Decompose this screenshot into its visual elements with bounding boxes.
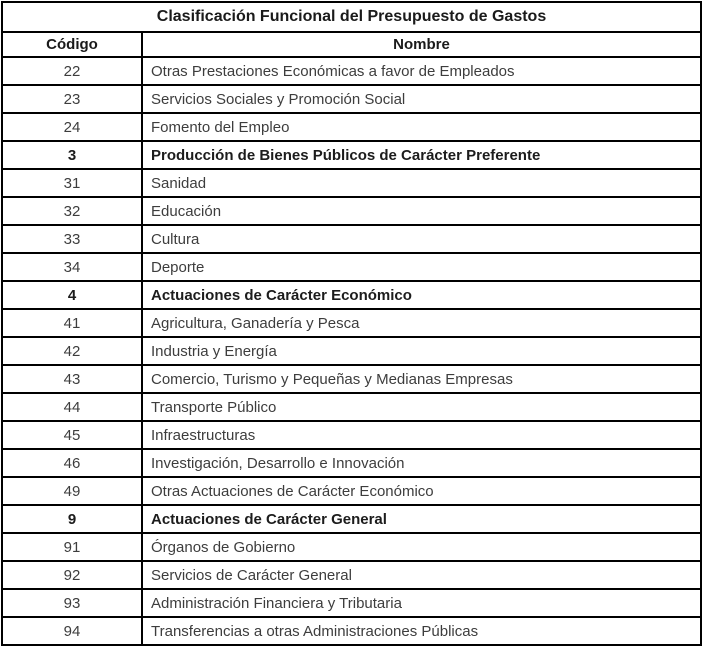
table-head (2, 2, 701, 57)
code-cell: 91 (2, 533, 142, 561)
code-cell: 31 (2, 169, 142, 197)
table-row (2, 589, 701, 617)
code-cell: 41 (2, 309, 142, 337)
name-cell: Comercio, Turismo y Pequeñas y Medianas Empresas (142, 365, 701, 393)
table-title: Clasificación Funcional del Presupuesto de Gastos (2, 2, 701, 32)
name-cell: Producción de Bienes Públicos de Carácter Preferente (142, 141, 701, 169)
name-cell: Investigación, Desarrollo e Innovación (142, 449, 701, 477)
table-row (2, 253, 701, 281)
code-cell: 93 (2, 589, 142, 617)
table-row (2, 113, 701, 141)
table-row (2, 393, 701, 421)
name-cell: Órganos de Gobierno (142, 533, 701, 561)
code-cell: 42 (2, 337, 142, 365)
name-cell: Infraestructuras (142, 421, 701, 449)
table-row (2, 197, 701, 225)
name-cell: Actuaciones de Carácter General (142, 505, 701, 533)
table-title-row (2, 2, 701, 32)
code-cell: 3 (2, 141, 142, 169)
name-cell: Servicios de Carácter General (142, 561, 701, 589)
table-row (2, 57, 701, 85)
name-cell: Educación (142, 197, 701, 225)
code-cell: 33 (2, 225, 142, 253)
code-cell: 23 (2, 85, 142, 113)
name-cell: Administración Financiera y Tributaria (142, 589, 701, 617)
name-cell: Sanidad (142, 169, 701, 197)
name-cell: Otras Actuaciones de Carácter Económico (142, 477, 701, 505)
column-header-codigo: Código (2, 32, 142, 57)
code-cell: 32 (2, 197, 142, 225)
code-cell: 22 (2, 57, 142, 85)
code-cell: 49 (2, 477, 142, 505)
code-cell: 9 (2, 505, 142, 533)
table-row (2, 561, 701, 589)
table-row (2, 337, 701, 365)
code-cell: 43 (2, 365, 142, 393)
table-body (2, 57, 701, 645)
column-header-nombre: Nombre (142, 32, 701, 57)
table-row (2, 85, 701, 113)
code-cell: 34 (2, 253, 142, 281)
table-row (2, 477, 701, 505)
table-row-section (2, 505, 701, 533)
name-cell: Cultura (142, 225, 701, 253)
table-row (2, 533, 701, 561)
name-cell: Fomento del Empleo (142, 113, 701, 141)
table-row (2, 225, 701, 253)
table-row (2, 169, 701, 197)
name-cell: Deporte (142, 253, 701, 281)
code-cell: 24 (2, 113, 142, 141)
code-cell: 4 (2, 281, 142, 309)
code-cell: 92 (2, 561, 142, 589)
table-row-section (2, 281, 701, 309)
name-cell: Otras Prestaciones Económicas a favor de Empleados (142, 57, 701, 85)
table-row (2, 421, 701, 449)
table-row-section (2, 141, 701, 169)
code-cell: 46 (2, 449, 142, 477)
table-row (2, 309, 701, 337)
name-cell: Agricultura, Ganadería y Pesca (142, 309, 701, 337)
code-cell: 94 (2, 617, 142, 645)
table-row (2, 449, 701, 477)
name-cell: Servicios Sociales y Promoción Social (142, 85, 701, 113)
table-header-row (2, 32, 701, 57)
name-cell: Transferencias a otras Administraciones Públicas (142, 617, 701, 645)
name-cell: Transporte Público (142, 393, 701, 421)
code-cell: 44 (2, 393, 142, 421)
table-row (2, 617, 701, 645)
table-row (2, 365, 701, 393)
name-cell: Industria y Energía (142, 337, 701, 365)
functional-classification-table (1, 1, 702, 646)
code-cell: 45 (2, 421, 142, 449)
name-cell: Actuaciones de Carácter Económico (142, 281, 701, 309)
